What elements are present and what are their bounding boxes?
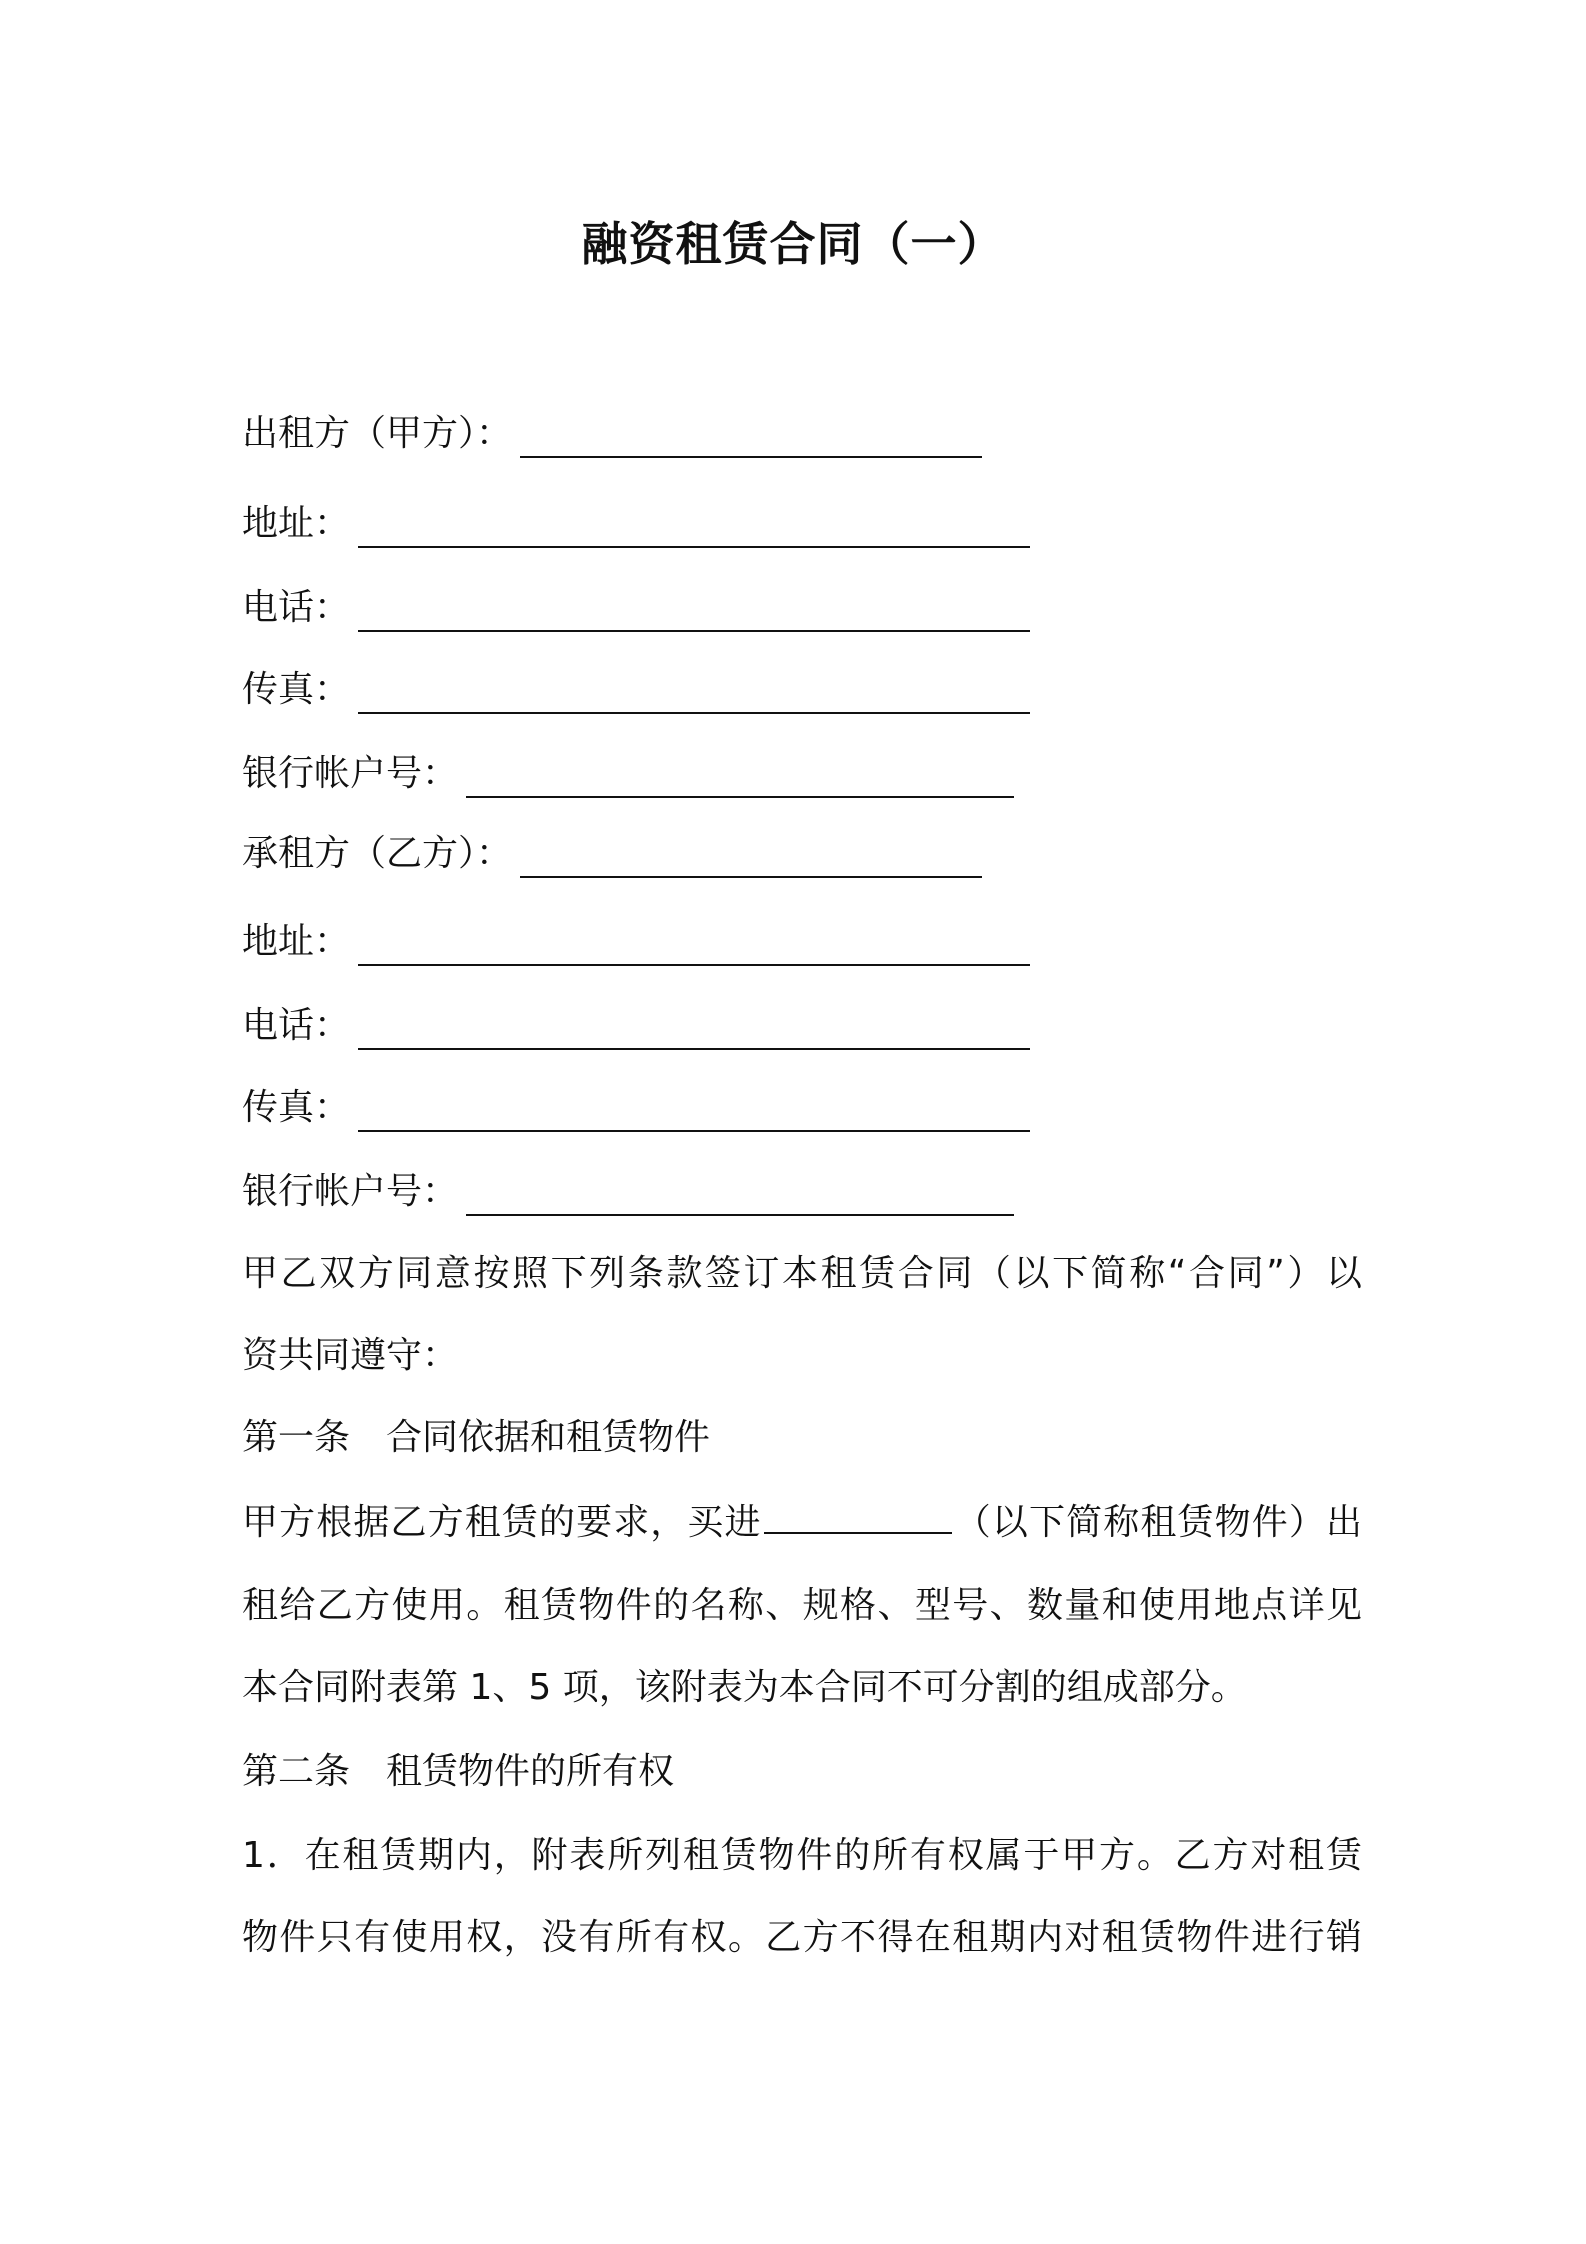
article-2-line-1: 1．在租赁期内，附表所列租赁物件的所有权属于甲方。乙方对租赁 (242, 1835, 1362, 1876)
article-2-line-2: 物件只有使用权，没有所有权。乙方不得在租期内对租赁物件进行销 (242, 1917, 1362, 1958)
article-1-item-blank[interactable] (764, 1498, 952, 1534)
article-1-line-1-before: 甲方根据乙方租赁的要求，买进 (242, 1502, 762, 1543)
party-b-phone-blank[interactable] (358, 1014, 1030, 1050)
party-a-blank[interactable] (520, 422, 982, 458)
party-b-bank-label: 银行帐户号： (242, 1171, 459, 1212)
party-a-bank-label: 银行帐户号： (242, 753, 459, 794)
party-a-fax-blank[interactable] (358, 678, 1030, 714)
article-2-heading (242, 1748, 674, 1796)
party-b-fax-blank[interactable] (358, 1096, 1030, 1132)
article-2-title: 租赁物件的所有权 (386, 1751, 675, 1792)
party-a-address-blank[interactable] (358, 512, 1030, 548)
party-b-phone-line (242, 1002, 1030, 1050)
party-a-address-label: 地址： (242, 503, 351, 544)
party-b-bank-blank[interactable] (466, 1180, 1014, 1216)
article-2-number: 第二条 (242, 1751, 351, 1792)
party-b-line (242, 830, 982, 878)
article-1-line-2: 租给乙方使用。租赁物件的名称、规格、型号、数量和使用地点详见 (242, 1585, 1362, 1626)
party-b-address-blank[interactable] (358, 930, 1030, 966)
party-a-phone-line (242, 584, 1030, 632)
party-b-address-label: 地址： (242, 921, 351, 962)
party-a-phone-blank[interactable] (358, 596, 1030, 632)
party-b-address-line (242, 918, 1030, 966)
party-b-bank-line (242, 1168, 1014, 1216)
party-a-bank-blank[interactable] (466, 762, 1014, 798)
intro-line-2: 资共同遵守： (242, 1335, 459, 1376)
party-b-fax-label: 传真： (242, 1087, 351, 1128)
party-b-blank[interactable] (520, 842, 982, 878)
party-b-phone-label: 电话： (242, 1005, 351, 1046)
party-b-fax-line (242, 1084, 1030, 1132)
party-a-fax-line (242, 666, 1030, 714)
party-a-label: 出租方（甲方）： (242, 413, 513, 454)
party-a-bank-line (242, 750, 1014, 798)
party-a-address-line (242, 500, 1030, 548)
document-title: 融资租赁合同（一） (581, 217, 1005, 271)
article-1-number: 第一条 (242, 1417, 351, 1458)
party-b-label: 承租方（乙方）： (242, 833, 513, 874)
intro-line-1: 甲乙双方同意按照下列条款签订本租赁合同（以下简称“合同”）以 (242, 1253, 1362, 1294)
article-1-line-1-after: （以下简称租赁物件）出 (953, 1502, 1362, 1543)
party-a-fax-label: 传真： (242, 669, 351, 710)
article-1-title: 合同依据和租赁物件 (386, 1417, 711, 1458)
party-a-phone-label: 电话： (242, 587, 351, 628)
article-1-heading (242, 1414, 710, 1462)
article-1-line-3: 本合同附表第 1、5 项，该附表为本合同不可分割的组成部分。 (242, 1667, 1247, 1708)
party-a-line (242, 410, 982, 458)
article-1-line-1 (242, 1498, 1362, 1547)
